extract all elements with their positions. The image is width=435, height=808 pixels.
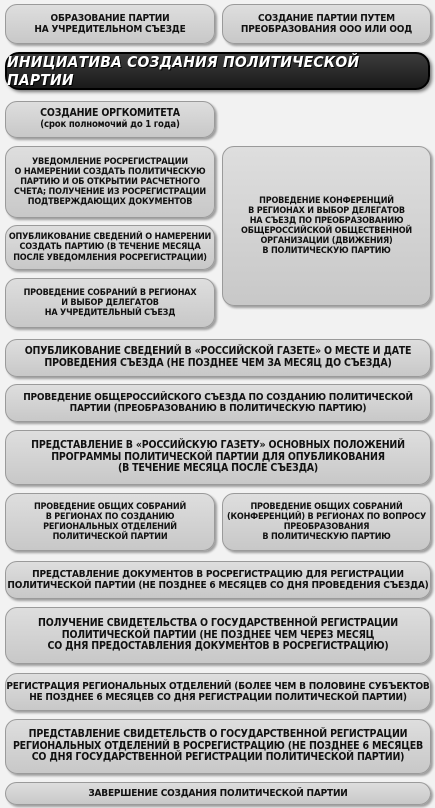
publish-rg-box: ОПУБЛИКОВАНИЕ СВЕДЕНИЙ В «РОССИЙСКОЙ ГАЗЕТЕ» О МЕСТЕ И ДАТЕ ПРОВЕДЕНИЯ СЪЕЗДА (НЕ ПОЗДНЕЕ ЧЕМ ЗА МЕСЯЦ ДО СЪЕЗДА) xyxy=(5,339,431,377)
reorganization-box: СОЗДАНИЕ ПАРТИИ ПУТЕМ ПРЕОБРАЗОВАНИЯ ООО ИЛИ ООД xyxy=(222,4,431,44)
completion-box: ЗАВЕРШЕНИЕ СОЗДАНИЯ ПОЛИТИЧЕСКОЙ ПАРТИИ xyxy=(5,782,431,805)
program-box: ПРЕДСТАВЛЕНИЕ В «РОССИЙСКУЮ ГАЗЕТУ» ОСНОВНЫХ ПОЛОЖЕНИЙ ПРОГРАММЫ ПОЛИТИЧЕСКОЙ ПАРТИИ ДЛЯ ОПУБЛИКОВАНИЯ (В ТЕЧЕНИЕ МЕСЯЦА ПОСЛЕ СЪЕЗДА) xyxy=(5,430,431,485)
orgcommittee-box xyxy=(5,101,215,138)
regional-meetings-box: ПРОВЕДЕНИЕ СОБРАНИЙ В РЕГИОНАХ И ВЫБОР ДЕЛЕГАТОВ НА УЧРЕДИТЕЛЬНЫЙ СЪЕЗД xyxy=(5,278,215,328)
conferences-box: ПРОВЕДЕНИЕ КОНФЕРЕНЦИЙ В РЕГИОНАХ И ВЫБОР ДЕЛЕГАТОВ НА СЪЕЗД ПО ПРЕОБРАЗОВАНИЮ ОБЩЕРОССИЙСКОЙ ОБЩЕСТВЕННОЙ ОРГАНИЗАЦИИ (ДВИЖЕНИЯ) В ПОЛИТИЧЕСКУЮ ПАРТИЮ xyxy=(222,146,431,306)
regional-certificates-box: ПРЕДСТАВЛЕНИЕ СВИДЕТЕЛЬСТВ О ГОСУДАРСТВЕННОЙ РЕГИСТРАЦИИ РЕГИОНАЛЬНЫХ ОТДЕЛЕНИЙ В РОСРЕГИСТРАЦИЮ (НЕ ПОЗДНЕЕ 6 МЕСЯЦЕВ СО ДНЯ ГОСУДАРСТВЕННОЙ РЕГИСТРАЦИИ ПОЛИТИЧЕСКОЙ ПАРТИИ) xyxy=(5,719,431,774)
documents-box: ПРЕДСТАВЛЕНИЕ ДОКУМЕНТОВ В РОСРЕГИСТРАЦИЮ ДЛЯ РЕГИСТРАЦИИ ПОЛИТИЧЕСКОЙ ПАРТИИ (НЕ ПОЗДНЕЕ 6 МЕСЯЦЕВ СО ДНЯ ПРОВЕДЕНИЯ СЪЕЗДА) xyxy=(5,561,431,599)
congress-box: ПРОВЕДЕНИЕ ОБЩЕРОССИЙСКОГО СЪЕЗДА ПО СОЗДАНИЮ ПОЛИТИЧЕСКОЙ ПАРТИИ (ПРЕОБРАЗОВАНИЮ В ПОЛИТИЧЕСКУЮ ПАРТИЮ) xyxy=(5,384,431,422)
certificate-box: ПОЛУЧЕНИЕ СВИДЕТЕЛЬСТВА О ГОСУДАРСТВЕННОЙ РЕГИСТРАЦИИ ПОЛИТИЧЕСКОЙ ПАРТИИ (НЕ ПОЗДНЕЕ ЧЕМ ЧЕРЕЗ МЕСЯЦ СО ДНЯ ПРЕДОСТАВЛЕНИЯ ДОКУМЕНТОВ В РОСРЕГИСТРАЦИЮ) xyxy=(5,607,431,664)
general-meetings-right-box: ПРОВЕДЕНИЕ ОБЩИХ СОБРАНИЙ (КОНФЕРЕНЦИЙ) В РЕГИОНАХ ПО ВОПРОСУ ПРЕОБРАЗОВАНИЯ В ПОЛИТИЧЕСКУЮ ПАРТИЮ xyxy=(222,493,431,551)
diagram-title: ИНИЦИАТИВА СОЗДАНИЯ ПОЛИТИЧЕСКОЙ ПАРТИИ xyxy=(5,52,430,90)
orgcommittee-title: СОЗДАНИЕ ОРГКОМИТЕТА xyxy=(40,107,180,120)
founding-congress-box: ОБРАЗОВАНИЕ ПАРТИИ НА УЧРЕДИТЕЛЬНОМ СЪЕЗДЕ xyxy=(5,4,215,44)
general-meetings-left-box: ПРОВЕДЕНИЕ ОБЩИХ СОБРАНИЙ В РЕГИОНАХ ПО СОЗДАНИЮ РЕГИОНАЛЬНЫХ ОТДЕЛЕНИЙ ПОЛИТИЧЕСКОЙ ПАРТИИ xyxy=(5,493,215,551)
notification-box: УВЕДОМЛЕНИЕ РОСРЕГИСТРАЦИИ О НАМЕРЕНИИ СОЗДАТЬ ПОЛИТИЧЕСКУЮ ПАРТИЮ И ОБ ОТКРЫТИИ РАСЧЕТНОГО СЧЕТА; ПОЛУЧЕНИЕ ИЗ РОСРЕГИСТРАЦИИ ПОДТВЕРЖДАЮЩИХ ДОКУМЕНТОВ xyxy=(5,146,215,218)
publish-intent-box: ОПУБЛИКОВАНИЕ СВЕДЕНИЙ О НАМЕРЕНИИ СОЗДАТЬ ПАРТИЮ (В ТЕЧЕНИЕ МЕСЯЦА ПОСЛЕ УВЕДОМЛЕНИЯ РОСРЕГИСТРАЦИИ) xyxy=(5,225,215,270)
regional-registration-box: РЕГИСТРАЦИЯ РЕГИОНАЛЬНЫХ ОТДЕЛЕНИЙ (БОЛЕЕ ЧЕМ В ПОЛОВИНЕ СУБЪЕКТОВ НЕ ПОЗДНЕЕ 6 МЕСЯЦЕВ СО ДНЯ РЕГИСТРАЦИИ ПОЛИТИЧЕСКОЙ ПАРТИИ) xyxy=(5,673,431,711)
orgcommittee-term: (срок полномочий до 1 года) xyxy=(40,119,180,131)
